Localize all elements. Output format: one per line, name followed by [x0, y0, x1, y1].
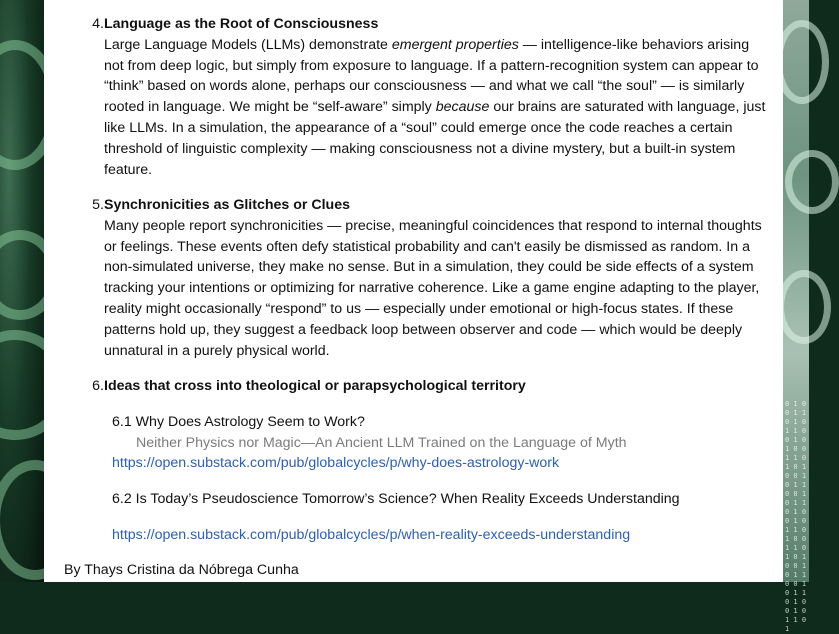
author-byline: By Thays Cristina da Nóbrega Cunha — [64, 562, 299, 578]
swirl-decoration — [777, 270, 831, 344]
list-item-content — [104, 195, 770, 361]
list-item-number: 6. — [92, 378, 104, 394]
list-item-body: Many people report synchronicities — precise, meaningful coincidences that respond to internal thoughts or feelings. These events often defy statistical probability and can't easily be dismissed as random. In a non-simulated universe, they make no sense. But in a simulation, they could be side effects of a system tracking your intentions or optimizing for narrative coherence. Like a game engine adapting to the player, reality might occasionally “respond” to us — especially under emotional or high-focus states. If these patterns hold up, they suggest a feedback loop between observer and code — which would be deeply unnatural in a purely physical world. — [104, 217, 762, 359]
list-item-number: 5. — [92, 197, 104, 213]
emphasis-text: emergent properties — [391, 36, 519, 53]
reality-article-link[interactable]: https://open.substack.com/pub/globalcycles/p/when-reality-exceeds-understanding — [112, 527, 631, 543]
body-text: our brains are saturated with language, just like LLMs. In a simulation, the appearance of a “soul” could emerge once the code reaches a certain threshold of linguistic complexity — making consciousness not a divine mystery, but a built-in system feature. — [104, 99, 766, 178]
background-left-decoration — [0, 0, 44, 582]
list-item-content — [104, 14, 770, 180]
subsection-heading-6-2: 6.2 Is Today’s Pseudoscience Tomorrow’s Science? When Reality Exceeds Understanding — [112, 491, 680, 507]
background-right-decoration — [783, 0, 809, 633]
swirl-decoration — [775, 20, 829, 104]
list-item-body — [104, 35, 770, 181]
list-item-content — [104, 376, 770, 397]
list-item-title: Ideas that cross into theological or parapsychological territory — [104, 378, 526, 394]
list-item-title: Language as the Root of Consciousness — [104, 16, 379, 32]
article-page — [44, 0, 783, 582]
list-item-number: 4. — [92, 16, 104, 32]
astrology-article-link[interactable]: https://open.substack.com/pub/globalcycles/p/why-does-astrology-work — [112, 455, 560, 471]
list-item-title: Synchronicities as Glitches or Clues — [104, 197, 351, 213]
subsection-heading-6-1: 6.1 Why Does Astrology Seem to Work? — [112, 414, 365, 430]
swirl-decoration — [785, 150, 839, 214]
subsection-subtitle-6-1: Neither Physics nor Magic—An Ancient LLM Trained on the Language of Myth — [136, 435, 627, 451]
body-text: — intelligence-like behaviors arising not from deep logic, but simply from exposure to language. If a pattern-recognition system can appear to “think” based on words alone, perhaps our consciousness — and what we call “the soul” — is similarly rooted in language. We might be “self-aware” simply — [104, 36, 759, 116]
emphasis-text: because — [435, 99, 490, 116]
body-text: Large Language Models (LLMs) demonstrate — [104, 36, 392, 53]
binary-digits-decoration: 0 1 0 0 1 1 0 1 0 1 1 0 0 1 0 1 0 0 1 1 0 1 0 1 0 0 1 0 1 1 0 0 1 0 1 1 0 1 0 0 1 0 1 1 0 1 0 0 1 1 0 1 0 1 0 0 1 0 1 1 0 0 1 0 1 1 0 1 0 0 1 0 1 1 0 1 — [785, 400, 807, 633]
